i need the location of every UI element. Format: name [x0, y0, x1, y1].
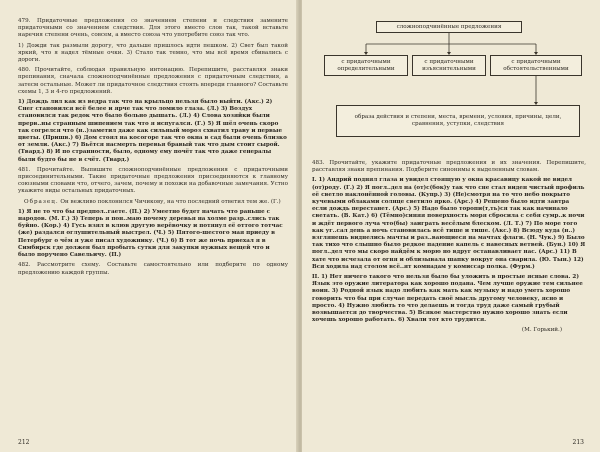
diagram-right-box: с придаточными обстоятельственными: [490, 55, 582, 76]
diagram-left-box: с придаточными определительными: [324, 55, 408, 76]
right-page: [302, 0, 600, 452]
exercise-483-part-2: II. 1) Нет ничего такого что нельзя было бы уложить в простые ясные слова. 2) Язык это оружие литератора как хорошо подана. Чем лучше оружие тем сильнее воин. 3) Родной язык надо любить как мать как музыку и надо уметь хорошо говорить что бы при случае передать своё мысль другому человеку, ясно и просто. 4) Нужно любить то что делаешь и тогда труд даже самый грубый возвышается до творчества. 5) Всякое мастерство нужно хорошо знать если хочешь хорошо работать. 6) Хвали тот кто трудится.: [312, 274, 583, 324]
exercise-480-text: 1) Дождь лил как из ведра так что на крыльцо нельзя было выйти. (Акс.) 2) Снег становился всё белее и ярче так что ломило глаза. (Л.) 3) Воздух становился так редок что было больно дышать. (Л.) 4) Слова хозяйки были прерв..ны странным шипением так что я испугался. (Г.) 5) Я шёл очень скоро так согрелся что (н..)заметил даже как сильный мороз схватил траву и первые цветы. (Пришв.) 6) Дом стоял на косогоре так что окна в сад были очень близко от земли. (Акс.) 7) Вьётся насмерть перевья бравый так что дым стоит сырой. (Твард.) 8) И по странности, было, одному ему почёт так что даже генералы были будто бы не в счёт. (Твард.): [18, 99, 287, 163]
sample-text: Он вежливо поклонился Чичикову, на что последний ответил тем же. (Г.): [60, 198, 281, 205]
left-page: [0, 0, 298, 452]
page-number-right: 213: [572, 439, 584, 446]
exercise-479-heading: 479. Придаточные предложения со значением степени и следствия замените придаточными со значением следствия. Для этого вместо слов так, такой вставьте наречия степени очень, совсем, а вместо союза что употребите союз так что.: [18, 18, 288, 39]
exercise-481-heading: 481. Прочитайте. Выпишите сложноподчинённые предложения с придаточными присоединительными. Такие придаточные предложения присоединяются к главному союзными словами что, отчего, зачем, почему и похожи на добавочные замечания. Устно укажите виды остальных придаточных.: [18, 166, 288, 195]
sample-paragraph: [18, 199, 288, 206]
exercise-483-heading: 483. Прочитайте, укажите придаточные предложения и их значения. Перепишите, расставляя знаки препинания. Подберите синонимы к выделенным словам.: [312, 160, 586, 174]
page-number-left: 212: [18, 439, 30, 446]
exercise-482-heading: 482. Рассмотрите схему. Составьте самостоятельно или подберите по одному предложению каждой группы.: [18, 262, 288, 276]
diagram-top-box: сложноподчинённые предложения: [376, 21, 522, 33]
exercise-483-part-1: I. 1) Андрий поднял глаза и увидел стоящую у окна красавицу какой не видел (от)роду. (Г.) 2) Я погл..дел на (от)с(бок)у так что сне стал виден чистый профиль её светло наклонённой головы. (Купр.) 3) (Не)смотря на то что небо покрыто кучевыми облаками солнце светило ярко. (Арс.) 4) Решено было идти завтра если дождь перестанет. (Арс.) 5) Надо было торопи(т,ть)ся так как начинало светать. (В. Кат.) 6) (Тёмно)синяя поверхность моря сбросила с себя сумр..к ночи и ждёт первого луча что(бы) заиграть весёлым блеском. (Л. Т.) 7) По море того как уг..сал день а ночь становилась всё тише и тише. (Акс.) 8) Всюду куда (н..) взглянешь виднелись мачты и раз..вающиеся на мачтах флаги. (Н. Чук.) 9) Было так тихо что слышно было редкое падение капель с навесных ветвей. (Бун.) 10) Я погл..дел что мы скоро найдём к морю но вдруг останавливает нас. (Арс.) 11) В хате что исчезала от огня и облизывала шапку вокруг она сварила. (Ю. Тын.) 12) Вся ходила над столом всё..ят комнадам у комиссар полка. (Фурм.): [312, 177, 586, 270]
sentence-type-diagram: [312, 12, 586, 154]
quote-author: (М. Горький.): [521, 327, 562, 334]
exercise-481-text: 1) Я не то что бы предпол..гаете. (П.) 2) Умеетно будет начать что раньше с народов. (М. Г.) 3) Теперь я пон..маю почему деревья на холме разр..слись так буйно. (Кор.) 4) Гусь взял в клюв другую верёвочку и потянул её оттого тотчас (же) раздался оглушительный выстрел. (Ч.) 5) Пятого-шестого мая приеду в Петербург о чём я уже писал художнику. (Ч.) 6) В тот же ночь приехал я в Симбирск где должен был пробыть сутки для закупки нужных вещей что и было поручено Савельичу. (П.): [18, 208, 283, 259]
diagram-middle-box: с придаточными изъяснительными: [412, 55, 486, 76]
exercise-479-items: 1) Дожди так размыли дорогу, что дальше пришлось идти пешком. 2) Свет был такой яркий, что я надел тёмные очки. 3) Стало так темно, что мы всё время сбивались с дороги.: [18, 42, 288, 64]
exercise-480-heading: 480. Прочитайте, соблюдая правильную интонацию. Перепишите, расставляя знаки препинания, сначала сложноподчинённые предложения с придаточным следствия, а затесм остальные. Может ли придаточное следствия стоять впереди главного? Составьте схемы 1, 3 и 4-го предложений.: [18, 67, 288, 95]
diagram-bottom-box: образа действия и степени, места, времени, условия, причины, цели, сравнения, уступки, следствия: [336, 105, 580, 137]
sample-label: Образец.: [24, 198, 59, 205]
